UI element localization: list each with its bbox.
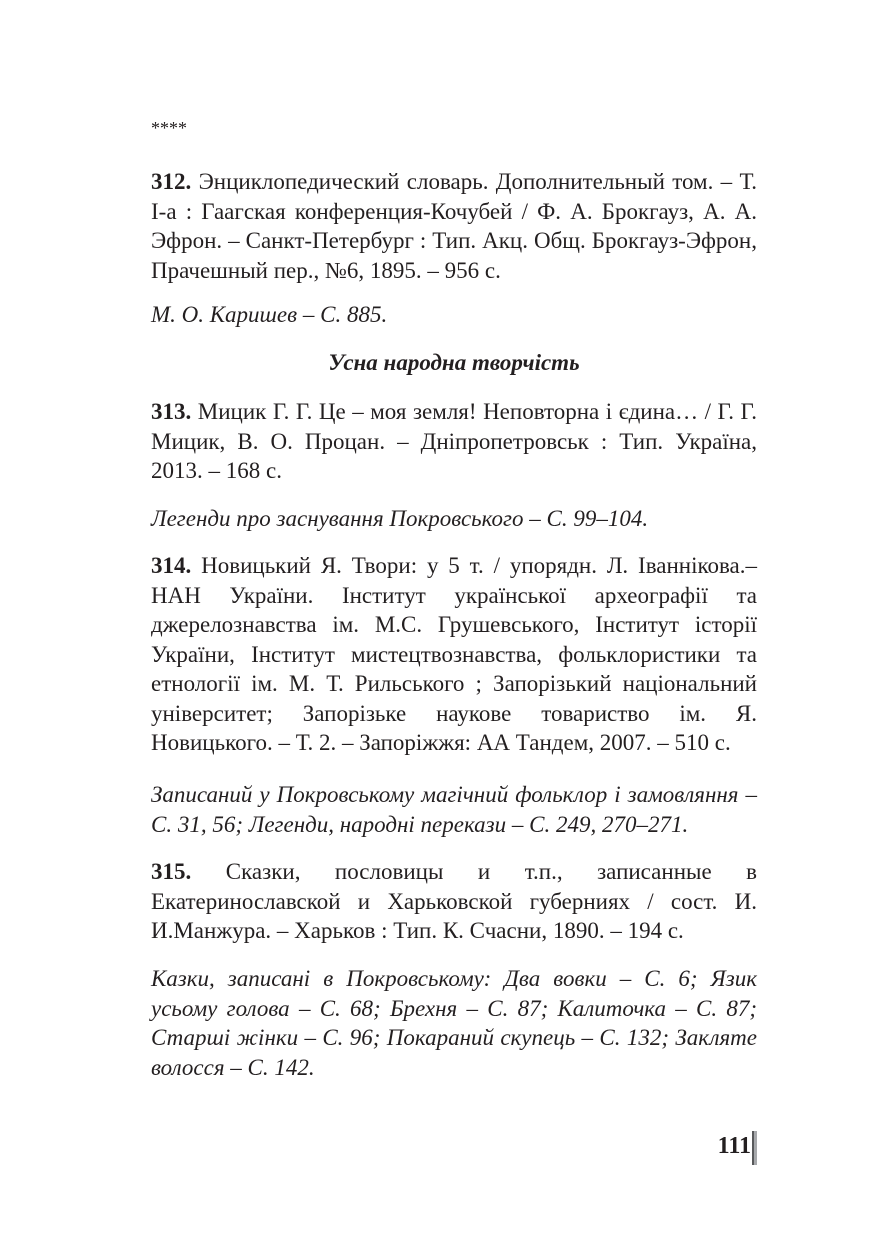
entry-number: 314. — [151, 553, 192, 578]
entry-number: 312. — [151, 169, 192, 194]
bibliography-entry-312 — [151, 167, 757, 285]
entry-note-312: М. О. Каришев – С. 885. — [151, 302, 388, 327]
entry-note-315: Казки, записані в Покровському: Два вовки – С. 6; Язик усьому голова – С. 68; Брехня – С. 87; Калиточка – С. 87; Старші жінки – С. 96; Покараний скупець – С. 132; Заклятe волосся – С. 142. — [151, 966, 757, 1080]
entry-note-313: Легенди про заснування Покровського – С. 99–104. — [151, 506, 649, 531]
entry-number: 313. — [151, 399, 192, 424]
page-number: 111 — [717, 1133, 751, 1159]
entry-number: 315. — [151, 859, 192, 884]
separator-stars: **** — [151, 118, 187, 138]
entry-text: Мицик Г. Г. Це – моя земля! Неповторна і єдина… / Г. Г. Мицик, В. О. Процан. – Дніпропетровськ : Тип. Україна, 2013. – 168 с. — [151, 399, 757, 483]
page-number-rule — [752, 1131, 757, 1165]
entry-note-314: Записаний у Покровському магічний фольклор і замовляння – С. 31, 56; Легенди, народні перекази – С. 249, 270–271. — [151, 782, 757, 837]
bibliography-entry-314 — [151, 551, 757, 758]
entry-text: Энциклопедический словарь. Дополнительный том. – Т. I-а : Гаагская конференция-Кочубей / Ф. А. Брокгауз, А. А. Эфрон. – Санкт-Петербург : Тип. Акц. Общ. Брокгауз-Эфрон, Прачешный пер., №6, 1895. – 956 с. — [151, 169, 757, 283]
bibliography-entry-315 — [151, 857, 757, 946]
section-heading: Усна народна творчість — [328, 350, 580, 375]
entry-text: Сказки, пословицы и т.п., записанные в Екатеринославской и Харьковской губерниях / сост. И. И.Манжура. – Харьков : Тип. К. Счасни, 1890. – 194 с. — [151, 859, 758, 943]
bibliography-entry-313 — [151, 397, 757, 486]
entry-text: Новицький Я. Твори: у 5 т. / упорядн. Л. Іваннікова.– НАН України. Інститут української археографії та джерелознавства ім. М.С. Грушевського, Інститут історії України, Інститут мистецтвознавства, фольклористики та етнології ім. М. Т. Рильського ; Запорізький національний університет; Запорізьке наукове товариство ім. Я. Новицького. – Т. 2. – Запоріжжя: АА Тандем, 2007. – 510 с. — [151, 553, 757, 755]
